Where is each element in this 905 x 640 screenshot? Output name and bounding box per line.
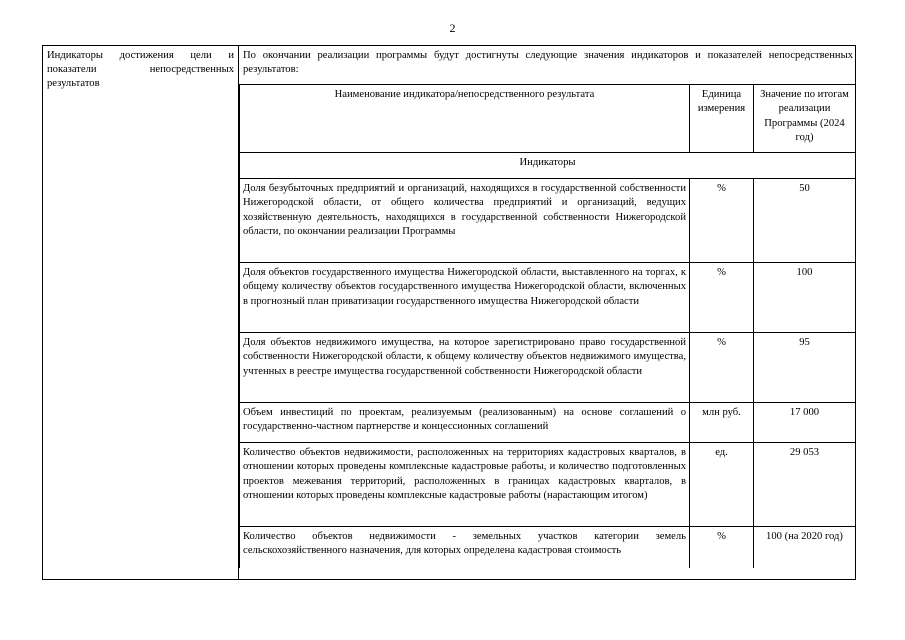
row-value: 100 bbox=[754, 263, 856, 333]
header-name: Наименование индикатора/непосредственного результата bbox=[240, 85, 690, 153]
row-name: Объем инвестиций по проектам, реализуемым (реализованным) на основе соглашений о государственно-частном партнерстве и концессионных соглашений bbox=[240, 403, 690, 443]
table-row bbox=[240, 263, 856, 333]
section-title: Индикаторы bbox=[240, 153, 856, 179]
section-row bbox=[240, 153, 856, 179]
table-header-row bbox=[240, 85, 856, 153]
row-unit: млн руб. bbox=[690, 403, 754, 443]
header-value: Значение по итогам реализации Программы (2024 год) bbox=[754, 85, 856, 153]
row-value: 29 053 bbox=[754, 443, 856, 527]
row-name-text: Количество объектов недвижимости - земельных участков категории земель сельскохозяйственного назначения, для которых определена кадастровая стоимость bbox=[243, 531, 686, 557]
row-name: Доля объектов недвижимого имущества, на которое зарегистрировано право государственной собственности Нижегородской области, к общему количеству объектов недвижимого имущества, учтенных в реестре имущества государственной собственности Нижегородской области bbox=[240, 333, 690, 403]
row-name: Доля объектов государственного имущества Нижегородской области, выставленного на торгах, к общему количеству объектов государственного имущества Нижегородской области, включенных в прогнозный план приватизации государственного имущества Нижегородской области bbox=[240, 263, 690, 333]
table-row bbox=[240, 179, 856, 263]
indicators-table-wrapper bbox=[239, 84, 855, 568]
indicators-table bbox=[239, 84, 856, 568]
table-row bbox=[240, 527, 856, 569]
row-value: 95 bbox=[754, 333, 856, 403]
passport-table bbox=[42, 45, 856, 580]
row-unit: ед. bbox=[690, 443, 754, 527]
intro-text: По окончании реализации программы будут достигнуты следующие значения индикаторов и показателей непосредственных результатов: bbox=[243, 50, 853, 75]
row-unit: % bbox=[690, 263, 754, 333]
row-name bbox=[240, 527, 690, 569]
row-unit: % bbox=[690, 333, 754, 403]
table-row bbox=[240, 333, 856, 403]
header-unit: Единица измерения bbox=[690, 85, 754, 153]
row-unit: % bbox=[690, 179, 754, 263]
row-name: Доля безубыточных предприятий и организаций, находящихся в государственной собственности Нижегородской области, от общего количества предприятий и организаций, ведущих хозяйственную деятельность, находящихся в государственной собственности Нижегородской области, по окончании реализации Программы bbox=[240, 179, 690, 263]
row-name: Количество объектов недвижимости, расположенных на территориях кадастровых кварталов, в отношении которых проведены комплексные кадастровые работы, и количество подготовленных проектов межевания территорий, расположенных в границах кадастровых кварталов, в отношении которых проведены комплексные кадастровые работы (нарастающим итогом) bbox=[240, 443, 690, 527]
row-unit: % bbox=[690, 527, 754, 569]
row-value: 100 (на 2020 год) bbox=[754, 527, 856, 569]
table-row bbox=[240, 443, 856, 527]
row-value: 50 bbox=[754, 179, 856, 263]
table-row bbox=[240, 403, 856, 443]
row-value: 17 000 bbox=[754, 403, 856, 443]
page-number: 2 bbox=[449, 21, 456, 35]
indicators-label-cell: Индикаторы достижения цели и показатели непосредственных результатов bbox=[43, 46, 239, 579]
